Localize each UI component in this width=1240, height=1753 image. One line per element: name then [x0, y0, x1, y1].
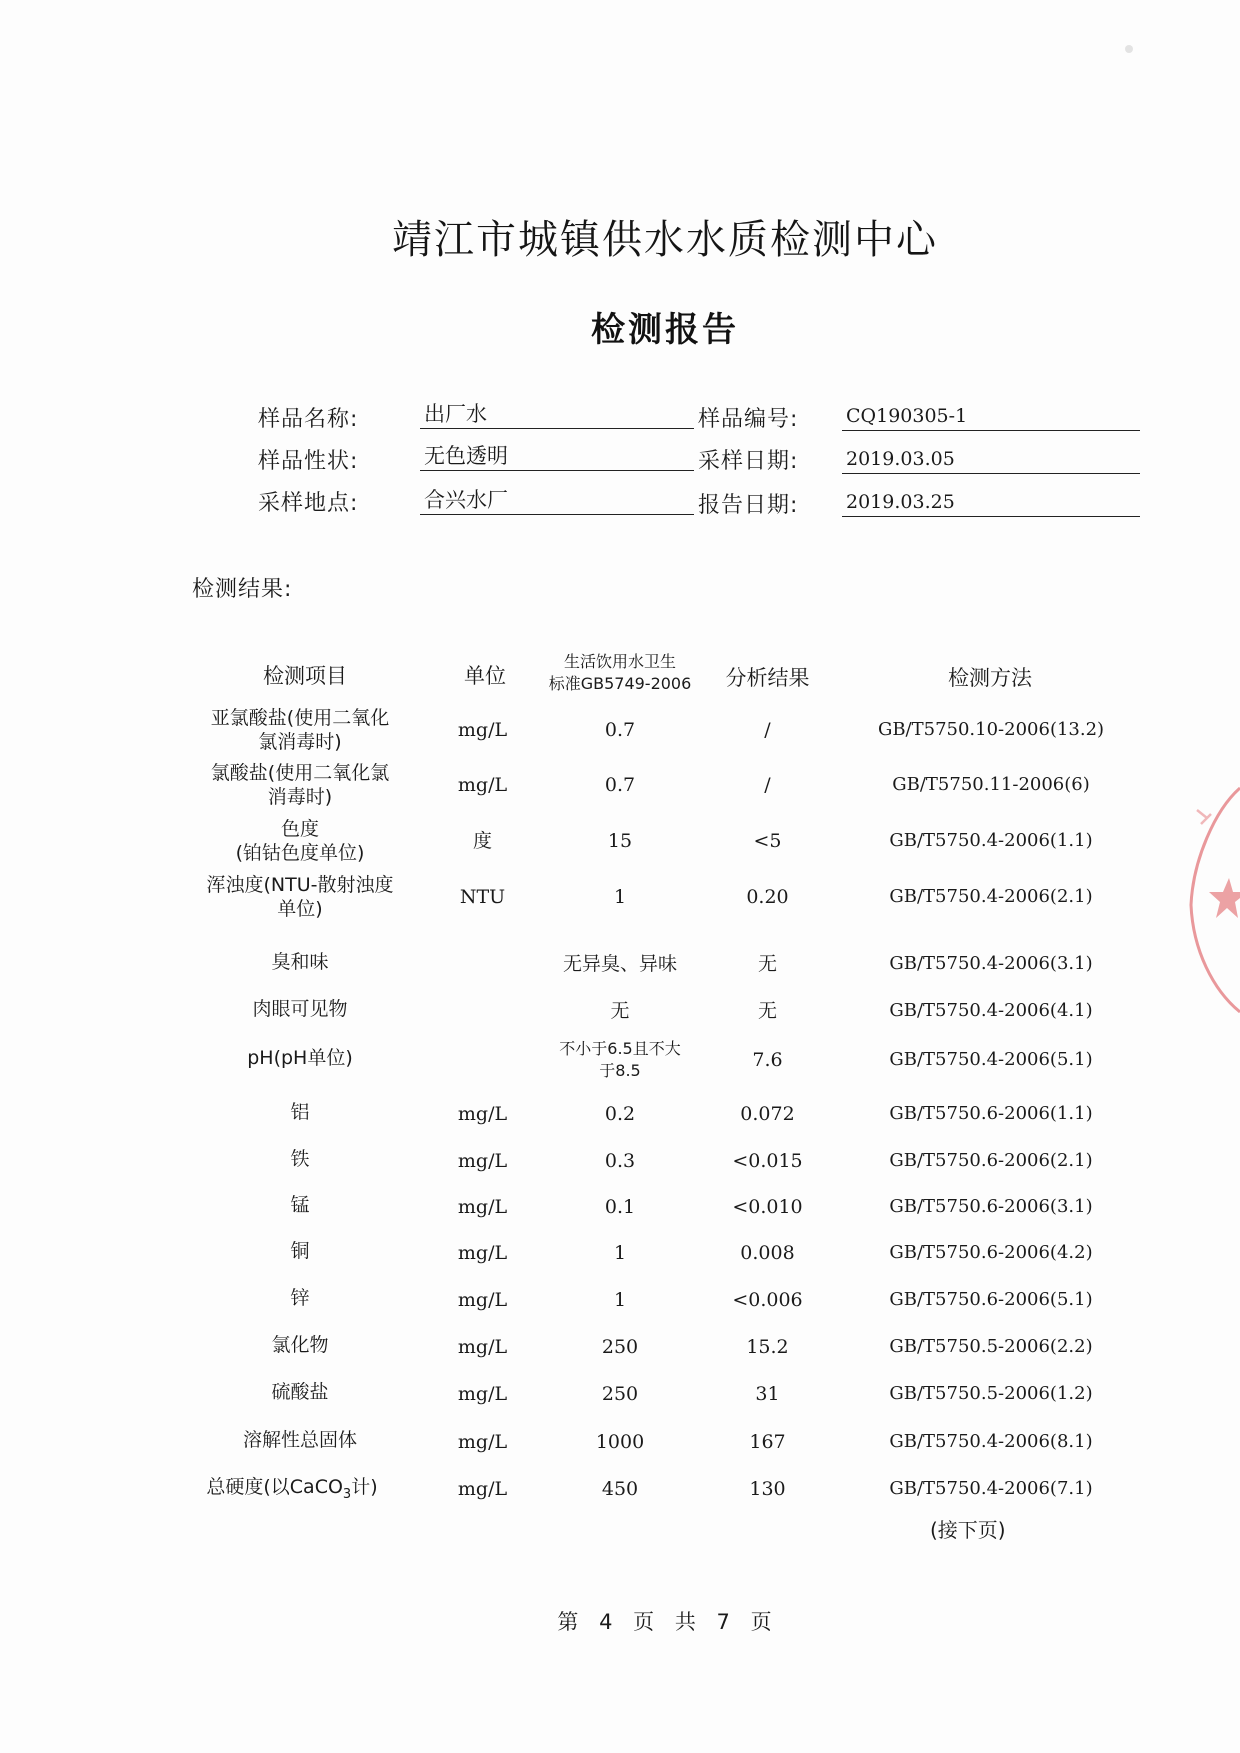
cell-method: GB/T5750.4-2006(2.1) [889, 886, 1093, 907]
cell-method: GB/T5750.10-2006(13.2) [877, 719, 1105, 740]
footer-page-word: 第 [557, 1610, 580, 1634]
footer-total-word: 共 [674, 1610, 697, 1634]
cell-item-line1: 臭和味 [271, 951, 329, 973]
continued-note: (接下页) [930, 1518, 1006, 1542]
cell-result: <0.010 [732, 1196, 803, 1218]
cell-method: GB/T5750.5-2006(2.2) [889, 1336, 1093, 1357]
header-method: 检测方法 [948, 666, 1032, 690]
footer-page-unit: 页 [633, 1610, 656, 1634]
cell-method: GB/T5750.6-2006(3.1) [889, 1196, 1093, 1217]
cell-result: 0.008 [740, 1242, 795, 1264]
cell-result: <0.006 [732, 1289, 803, 1311]
cell-method: GB/T5750.4-2006(4.1) [889, 1000, 1093, 1021]
cell-method: GB/T5750.4-2006(8.1) [889, 1431, 1093, 1452]
cell-item [180, 1333, 420, 1357]
footer-total-unit: 页 [750, 1610, 773, 1634]
cell-result: 无 [757, 953, 777, 975]
cell-method: GB/T5750.5-2006(1.2) [889, 1383, 1093, 1404]
cell-item-text: 总硬度(以CaCO [206, 1476, 343, 1498]
cell-standard-line1: 不小于6.5且不大 [559, 1039, 681, 1058]
cell-standard [530, 1038, 710, 1082]
cell-item [180, 997, 420, 1021]
cell-item-line1: 锰 [290, 1194, 310, 1216]
footer-page-number: 4 [599, 1610, 614, 1634]
cell-item-line1: 氯酸盐(使用二氧化氯 [210, 762, 390, 784]
report-date-label: 报告日期: [698, 493, 799, 518]
organization-title: 靖江市城镇供水水质检测中心 [392, 217, 938, 263]
cell-result: 无 [757, 1000, 777, 1022]
cell-item-line1: pH(pH单位) [247, 1047, 353, 1069]
cell-item-line1: 锌 [290, 1287, 310, 1309]
cell-item-line2: 单位) [277, 898, 323, 920]
cell-item [180, 1046, 420, 1070]
cell-standard: 1 [613, 1242, 627, 1264]
cell-result: 31 [755, 1383, 780, 1405]
cell-item [180, 817, 420, 865]
sample-number-value: CQ190305-1 [842, 402, 1140, 431]
cell-result: <0.015 [732, 1150, 803, 1172]
cell-result: 130 [749, 1478, 786, 1500]
cell-unit: mg/L [457, 1383, 508, 1405]
cell-result: / [764, 774, 771, 796]
cell-item [180, 1100, 420, 1124]
cell-item [180, 1193, 420, 1217]
cell-method: GB/T5750.6-2006(4.2) [889, 1242, 1093, 1263]
cell-standard: 0.7 [604, 719, 636, 741]
cell-item-line1: 氯化物 [271, 1334, 329, 1356]
header-standard-line2: 标准GB5749-2006 [548, 674, 692, 693]
cell-item [180, 1286, 420, 1310]
cell-standard: 0.7 [604, 774, 636, 796]
cell-item-line2: 消毒时) [267, 786, 333, 808]
cell-unit: 度 [472, 830, 492, 852]
sample-date-label: 采样日期: [698, 449, 799, 474]
cell-method: GB/T5750.11-2006(6) [892, 774, 1090, 795]
cell-item-line2: 氯消毒时) [258, 731, 342, 753]
cell-item-line1: 色度 [280, 818, 319, 840]
cell-unit: mg/L [457, 1103, 508, 1125]
header-standard-line1: 生活饮用水卫生 [563, 652, 676, 671]
cell-standard: 1000 [595, 1431, 645, 1453]
cell-unit: mg/L [457, 1431, 508, 1453]
footer-total-pages: 7 [716, 1610, 731, 1634]
cell-item-line1: 铜 [290, 1240, 310, 1262]
cell-method: GB/T5750.4-2006(7.1) [889, 1478, 1093, 1499]
cell-standard: 250 [601, 1383, 639, 1405]
cell-item [180, 1428, 420, 1452]
cell-unit: mg/L [457, 774, 508, 796]
document-title: 检测报告 [591, 310, 739, 350]
cell-method: GB/T5750.6-2006(2.1) [889, 1150, 1093, 1171]
sample-number-label: 样品编号: [698, 407, 799, 432]
cell-item-line1: 溶解性总固体 [242, 1429, 357, 1451]
scan-speck [1125, 45, 1133, 53]
cell-item [180, 950, 420, 974]
cell-method: GB/T5750.4-2006(5.1) [889, 1049, 1093, 1070]
cell-item [180, 1239, 420, 1263]
cell-item-text-post: 计) [351, 1476, 378, 1498]
cell-method: GB/T5750.6-2006(5.1) [889, 1289, 1093, 1310]
cell-item [172, 1475, 412, 1507]
cell-method: GB/T5750.4-2006(3.1) [889, 953, 1093, 974]
report-date-value: 2019.03.25 [842, 488, 1140, 517]
header-item: 检测项目 [263, 664, 347, 688]
cell-result: / [764, 719, 771, 741]
cell-item [180, 873, 420, 921]
cell-unit: mg/L [457, 1478, 508, 1500]
cell-item [180, 761, 420, 809]
cell-result: <5 [753, 830, 782, 852]
cell-result: 167 [749, 1431, 786, 1453]
cell-unit: mg/L [457, 1150, 508, 1172]
sample-name-value: 出厂水 [420, 400, 694, 429]
cell-item-line1: 亚氯酸盐(使用二氧化 [210, 707, 390, 729]
cell-item-line2: (铂钴色度单位) [235, 842, 365, 864]
sample-name-label: 样品名称: [258, 407, 359, 432]
cell-unit: mg/L [457, 1289, 508, 1311]
red-seal-stamp-partial [1185, 780, 1240, 1020]
header-standard [530, 651, 710, 695]
cell-standard-line2: 于8.5 [599, 1061, 641, 1080]
cell-item [180, 1147, 420, 1171]
cell-item-line1: 硫酸盐 [271, 1381, 329, 1403]
cell-result: 0.20 [746, 886, 789, 908]
header-result: 分析结果 [725, 666, 810, 690]
cell-unit: mg/L [457, 1242, 508, 1264]
cell-standard: 1 [613, 1289, 627, 1311]
cell-method: GB/T5750.4-2006(1.1) [889, 830, 1093, 851]
cell-item [180, 706, 420, 754]
cell-standard: 15 [607, 830, 633, 852]
cell-result: 7.6 [752, 1049, 783, 1071]
cell-unit: NTU [459, 886, 506, 908]
cell-unit: mg/L [457, 1336, 508, 1358]
cell-result: 0.072 [740, 1103, 795, 1125]
cell-standard: 1 [613, 886, 627, 908]
cell-item-line1: 铁 [290, 1148, 310, 1170]
sample-date-value: 2019.03.05 [842, 445, 1140, 474]
cell-standard: 450 [601, 1478, 639, 1500]
cell-item-line1: 浑浊度(NTU-散射浊度 [206, 874, 394, 896]
sample-state-value: 无色透明 [420, 442, 694, 471]
cell-result: 15.2 [746, 1336, 789, 1358]
cell-standard: 0.3 [604, 1150, 636, 1172]
cell-standard: 250 [601, 1336, 639, 1358]
cell-standard: 0.1 [604, 1196, 636, 1218]
cell-item-subscript: 3 [342, 1486, 352, 1502]
results-section-label: 检测结果: [192, 577, 293, 602]
cell-standard: 无异臭、异味 [562, 953, 677, 975]
cell-unit: mg/L [457, 719, 508, 741]
cell-item-line1: 肉眼可见物 [252, 998, 348, 1020]
cell-item-line1: 铝 [290, 1101, 310, 1123]
cell-standard: 无 [610, 1000, 630, 1022]
sample-state-label: 样品性状: [258, 449, 359, 474]
cell-item [180, 1380, 420, 1404]
cell-method: GB/T5750.6-2006(1.1) [889, 1103, 1093, 1124]
sample-location-value: 合兴水厂 [420, 486, 694, 515]
sample-location-label: 采样地点: [258, 491, 359, 516]
page-footer [0, 1606, 1240, 1636]
header-unit: 单位 [464, 664, 506, 688]
cell-unit: mg/L [457, 1196, 508, 1218]
cell-standard: 0.2 [604, 1103, 636, 1125]
